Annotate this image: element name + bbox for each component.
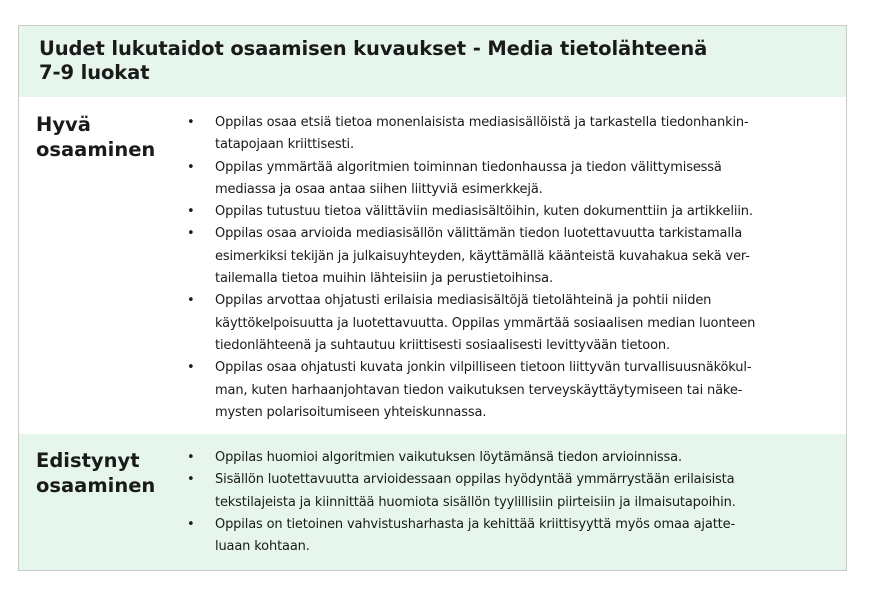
- item-text-line: Oppilas osaa arvioida mediasisällön välittämän tiedon luotettavuutta tarkistamalla: [215, 226, 743, 242]
- item-text-line: mediassa ja osaa antaa siihen liittyviä esimerkkejä.: [215, 181, 543, 197]
- bullet-icon: •: [187, 159, 195, 175]
- item-text-line: esimerkiksi tekijän ja julkaisuyhteyden, käyttämällä käänteistä kuvahakua sekä ver-: [215, 248, 750, 264]
- list-item: [185, 357, 846, 424]
- bullet-icon: •: [187, 472, 195, 488]
- section-advanced-competence: [19, 434, 846, 570]
- item-text-line: tekstilajeista ja kiinnittää huomiota sisällön tyylillisiin piirteisiin ja ilmaisutapoihin.: [215, 494, 736, 510]
- section-title-line: Hyvä: [36, 113, 91, 136]
- section-title: [19, 434, 185, 570]
- list-item: [185, 201, 846, 223]
- item-text-line: mysten polarisoitumiseen yhteiskunnassa.: [215, 404, 487, 420]
- section-title-line: Edistynyt: [36, 449, 140, 472]
- title-line-2: 7-9 luokat: [39, 61, 150, 84]
- section-good-competence: [19, 97, 846, 434]
- item-text-line: Oppilas osaa ohjatusti kuvata jonkin vilpilliseen tietoon liittyvän turvallisuusnäkökul-: [215, 360, 752, 376]
- item-text-line: tailemalla tietoa muihin lähteisiin ja perustietoihinsa.: [215, 271, 553, 287]
- list-item: [185, 157, 846, 202]
- item-text-line: Oppilas tutustuu tietoa välittäviin mediasisältöihin, kuten dokumenttiin ja artikkeliin.: [215, 204, 753, 220]
- item-text-line: Oppilas huomioi algoritmien vaikutuksen löytämänsä tiedon arvioinnissa.: [215, 450, 682, 465]
- criteria-list: [185, 97, 846, 434]
- bullet-icon: •: [187, 293, 195, 309]
- section-title-line: osaaminen: [36, 474, 156, 497]
- list-item: [185, 223, 846, 290]
- bullet-icon: •: [187, 450, 195, 465]
- bullet-icon: •: [187, 226, 195, 242]
- item-text-line: Sisällön luotettavuutta arvioidessaan oppilas hyödyntää ymmärrystään erilaisista: [215, 472, 735, 488]
- page-title: [39, 37, 846, 85]
- bullet-icon: •: [187, 115, 195, 130]
- item-text-line: tatapojaan kriittisesti.: [215, 137, 354, 153]
- item-text-line: Oppilas on tietoinen vahvistusharhasta ja kehittää kriittisyyttä myös omaa ajatte-: [215, 516, 735, 532]
- list-item: [185, 514, 846, 559]
- item-text-line: luaan kohtaan.: [215, 539, 310, 555]
- section-title: [19, 97, 185, 434]
- card-header: [19, 26, 846, 97]
- item-text-line: Oppilas ymmärtää algoritmien toiminnan tiedonhaussa ja tiedon välittymisessä: [215, 159, 722, 175]
- criteria-list: [185, 434, 846, 570]
- item-text-line: man, kuten harhaanjohtavan tiedon vaikutuksen terveyskäyttäytymiseen tai näke-: [215, 382, 743, 398]
- section-title-line: osaaminen: [36, 138, 156, 161]
- item-text-line: käyttökelpoisuutta ja luotettavuutta. Oppilas ymmärtää sosiaalisen median luonteen: [215, 315, 756, 331]
- list-item: [185, 112, 846, 157]
- list-item: [185, 447, 846, 469]
- list-item: [185, 290, 846, 357]
- competence-card: [18, 25, 847, 571]
- bullet-icon: •: [187, 204, 195, 220]
- item-text-line: Oppilas arvottaa ohjatusti erilaisia mediasisältöjä tietolähteinä ja pohtii niiden: [215, 293, 712, 309]
- bullet-icon: •: [187, 360, 195, 376]
- bullet-icon: •: [187, 516, 195, 532]
- title-line-1: Uudet lukutaidot osaamisen kuvaukset - Media tietolähteenä: [39, 37, 708, 60]
- list-item: [185, 469, 846, 514]
- item-text-line: Oppilas osaa etsiä tietoa monenlaisista mediasisällöistä ja tarkastella tiedonhankin-: [215, 115, 749, 130]
- item-text-line: tiedonlähteenä ja suhtautuu kriittisesti sosiaalisesti levittyvään tietoon.: [215, 337, 670, 353]
